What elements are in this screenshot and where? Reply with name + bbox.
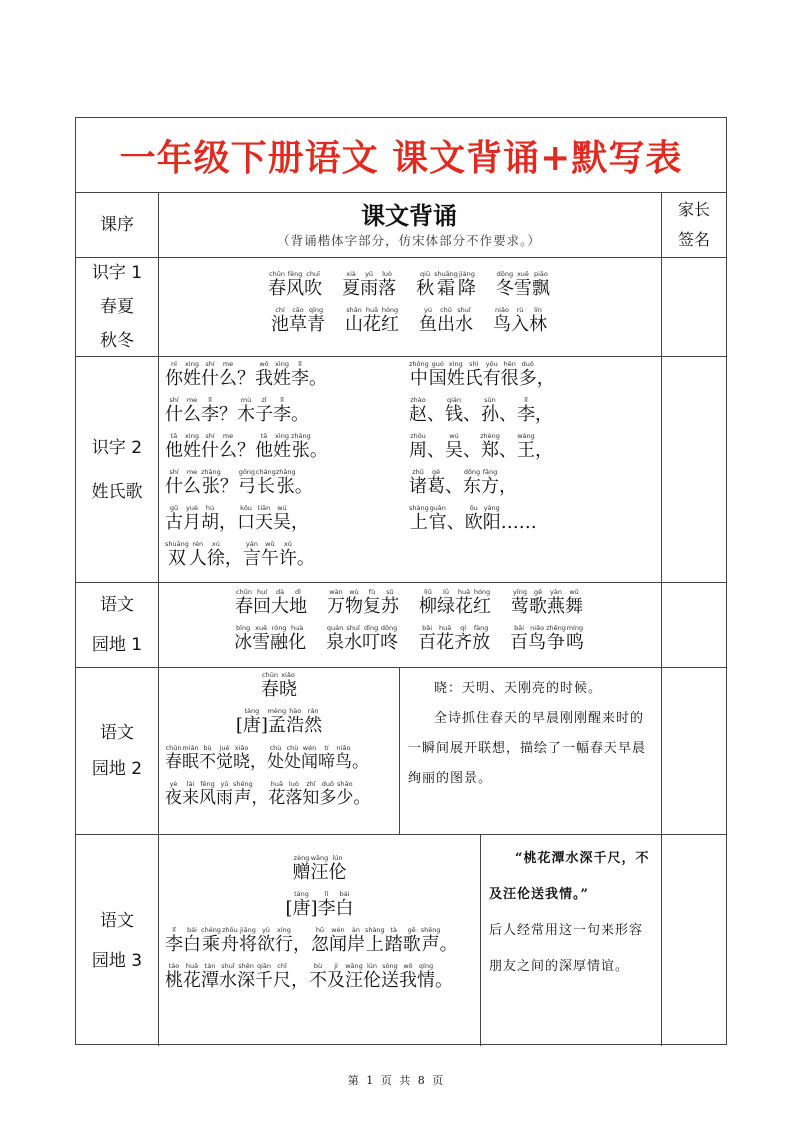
document-title: 一年级下册语文 课文背诵+默写表 — [119, 136, 683, 179]
recitation-line: 什shí么me张zhāng？弓gōng长cháng张zhāng。 — [165, 468, 313, 497]
lesson-label-line: 语文 — [100, 595, 134, 615]
recitation-line: 春chūn风fēng吹chuī夏xià雨yǔ落luò秋qiū霜shuāng降jiàng冬dōng雪xuě飘piāo — [268, 270, 550, 299]
recitation-line: 春chūn回huí大dà地dì万wàn物wù复fù苏sū柳liǔ绿lǜ花huā红hóng莺yīng歌gē燕yàn舞wǔ — [235, 588, 583, 617]
lesson-label — [76, 583, 158, 667]
lesson-label-line: 姓氏歌 — [91, 481, 143, 502]
signature-cell[interactable] — [661, 835, 726, 1046]
recitation-line: 冰bīng雪xuě融róng化huà泉quán水shuǐ叮dīng咚dōng百bǎi花huā齐qí放fàng百bǎi鸟niǎo争zhēng鸣míng — [234, 624, 584, 653]
poem-line: 李lǐ白bái乘chéng舟zhōu将jiāng欲yù行xíng，忽hū闻wén岸àn上shàng踏tà歌gē声shēng。 — [165, 926, 458, 955]
recitation-line: 他tā姓xìng什shí么me？他tā姓xìng张zhāng。 — [165, 432, 328, 461]
header-lesson-order: 课序 — [100, 215, 134, 235]
recitation-line: 你nǐ姓xìng什shí么me？我wǒ姓xìng李lǐ。 — [165, 360, 327, 389]
recitation-content — [159, 583, 659, 667]
poem-notes — [481, 835, 659, 1046]
lesson-label-line: 识字 2 — [91, 437, 143, 458]
lesson-label — [76, 258, 158, 356]
recitation-line: 什shí么me李lǐ？木mù子zǐ李lǐ。 — [165, 396, 309, 425]
row-yuwen-yuandi-3 — [76, 834, 726, 1046]
poem-title: 春chūn晓xiǎo — [261, 671, 297, 700]
poem-chunxiao — [159, 668, 400, 834]
header-recitation-title: 课文背诵 — [361, 201, 457, 230]
poem-zeng-wang-lun — [159, 835, 481, 1046]
lesson-label — [76, 668, 158, 834]
note-paragraph: 晓：天明、天刚亮的时候。 — [434, 681, 603, 696]
notes-explanation: 后人经常用这一句来形容朋友之间的深厚情谊。 — [489, 923, 644, 974]
recitation-content — [159, 258, 659, 356]
row-yuwen-yuandi-1 — [76, 582, 726, 667]
lesson-label-line: 园地 3 — [91, 950, 143, 971]
recitation-content — [159, 357, 659, 582]
note-paragraph: 全诗抓住春天的早晨刚刚醒来时的一瞬间展开联想，描绘了一幅春天早晨绚丽的图景。 — [408, 711, 647, 786]
notes-quote: “桃花潭水深千尺，不及汪伦送我情。” — [489, 851, 650, 902]
recitation-line: 双shuāng人rén徐xú，言yán午wǔ许xǔ。 — [165, 540, 315, 569]
poem-line: 夜yè来lái风fēng雨yǔ声shēng，花huā落luò知zhī多duō少shǎo。 — [165, 780, 371, 808]
recitation-line: 赵zhào、钱qián、孙sūn、李lǐ， — [409, 396, 553, 425]
row-shizi-2 — [76, 356, 726, 582]
recitation-line: 古gǔ月yuè胡hú，口kǒu天tiān吴wú， — [165, 504, 309, 533]
poem-title: 赠zèng汪wāng伦lún — [292, 854, 347, 883]
poem-author: [唐táng]李lǐ白bái — [285, 890, 354, 919]
lesson-label-line: 园地 2 — [91, 759, 143, 779]
header-recitation-subtitle: （背诵楷体字部分，仿宋体部分不作要求。） — [277, 233, 541, 248]
signature-cell[interactable] — [661, 583, 726, 667]
page-footer: 第 1 页 共 8 页 — [347, 1074, 446, 1087]
recitation-line: 诸zhū葛gě、东dōng方fāng， — [409, 468, 517, 497]
recitation-line: 池chí草cǎo青qīng山shān花huā红hóng鱼yú出chū水shuǐ鸟niǎo入rù林lín — [271, 306, 547, 335]
signature-cell[interactable] — [661, 668, 726, 834]
recitation-line: 周zhōu、吴wú、郑zhèng、王wáng， — [409, 432, 553, 461]
lesson-label-line: 语文 — [100, 723, 134, 743]
signature-cell[interactable] — [661, 258, 726, 356]
row-shizi-1 — [76, 257, 726, 356]
row-yuwen-yuandi-2 — [76, 667, 726, 834]
lesson-label-line: 秋冬 — [100, 331, 134, 351]
recitation-line: 中zhōng国guó姓xìng氏shì有yǒu很hěn多duō， — [409, 360, 555, 389]
lesson-label-line: 语文 — [100, 910, 134, 931]
lesson-label — [76, 835, 158, 1046]
poem-line: 春chūn眠mián不bù觉jué晓xiǎo，处chù处chù闻wén啼tí鸟niǎo。 — [165, 744, 369, 772]
signature-cell[interactable] — [661, 357, 726, 582]
poem-author: [唐táng]孟mèng浩hào然rán — [235, 707, 323, 736]
poem-line: 桃táo花huā潭tán水shuǐ深shēn千qiān尺chǐ，不bù及jí汪wāng伦lún送sòng我wǒ情qíng。 — [165, 962, 453, 991]
header-signature: 签名 — [677, 230, 710, 249]
recitation-table — [75, 117, 727, 1045]
recitation-line: 上shàng官guān、欧ōu阳yáng…… — [409, 504, 537, 533]
lesson-label — [76, 357, 158, 582]
lesson-label-line: 园地 1 — [91, 635, 143, 655]
lesson-label-line: 春夏 — [100, 297, 134, 317]
poem-notes — [400, 668, 659, 834]
header-row — [76, 192, 726, 257]
lesson-label-line: 识字 1 — [91, 263, 143, 283]
header-parent: 家长 — [677, 200, 710, 219]
